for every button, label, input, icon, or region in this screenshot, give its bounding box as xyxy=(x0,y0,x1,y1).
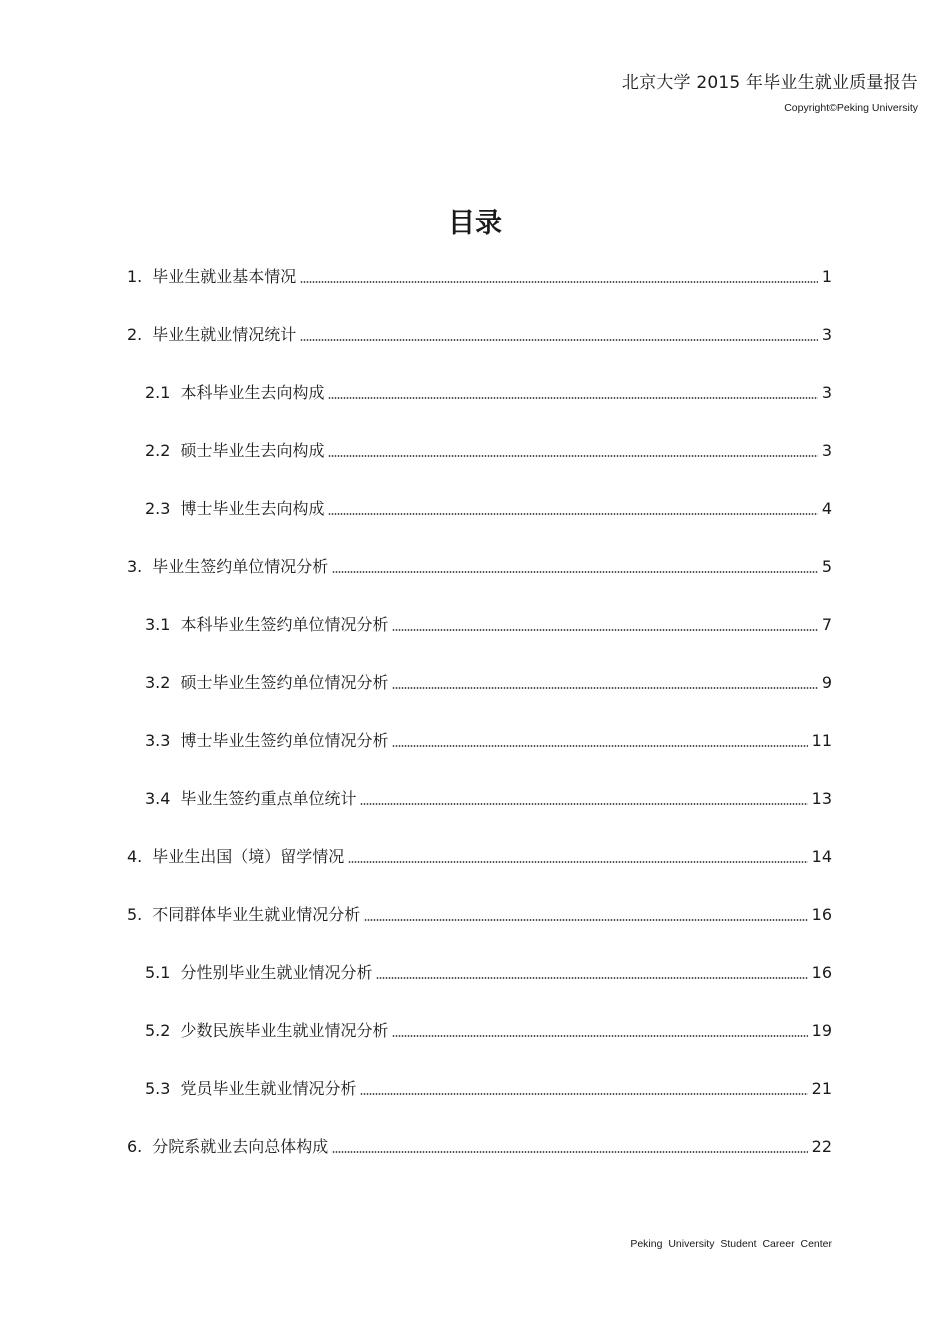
toc-entry-page: 3 xyxy=(821,325,832,344)
report-title: 北京大学 2015 年毕业生就业质量报告 xyxy=(621,73,918,93)
toc-entry-page: 16 xyxy=(811,905,832,924)
toc-entry-number: 2.1 xyxy=(145,383,171,402)
toc-entry-title: 分院系就业去向总体构成 xyxy=(152,1137,329,1156)
toc-entry-title: 毕业生就业情况统计 xyxy=(152,325,297,344)
toc-entry-title: 博士毕业生去向构成 xyxy=(180,499,325,518)
dot-leader xyxy=(328,513,817,515)
toc-entry[interactable] xyxy=(145,786,832,810)
toc-entry-page: 19 xyxy=(811,1021,832,1040)
dot-leader xyxy=(392,745,807,747)
toc-entry-page: 16 xyxy=(811,963,832,982)
toc-entry-number: 3.4 xyxy=(145,789,171,808)
toc-entry-page: 22 xyxy=(811,1137,832,1156)
toc-entry-number: 6. xyxy=(127,1137,143,1156)
toc-entry[interactable] xyxy=(127,1134,832,1158)
toc-entry-number: 2.2 xyxy=(145,441,171,460)
toc-entry-title: 毕业生签约重点单位统计 xyxy=(180,789,357,808)
dot-leader xyxy=(360,1093,807,1095)
toc-entry-title: 毕业生签约单位情况分析 xyxy=(152,557,329,576)
toc-entry-page: 14 xyxy=(811,847,832,866)
toc-entry[interactable] xyxy=(145,496,832,520)
toc-entry-page: 1 xyxy=(821,267,832,286)
toc-entry[interactable] xyxy=(127,554,832,578)
toc-entry[interactable] xyxy=(145,1076,832,1100)
toc-entry-number: 2. xyxy=(127,325,143,344)
toc-entry[interactable] xyxy=(127,322,832,346)
toc-entry-number: 3.1 xyxy=(145,615,171,634)
toc-entry-title: 少数民族毕业生就业情况分析 xyxy=(180,1021,389,1040)
dot-leader xyxy=(348,861,807,863)
dot-leader xyxy=(392,687,817,689)
toc-entry-title: 本科毕业生签约单位情况分析 xyxy=(180,615,389,634)
dot-leader xyxy=(376,977,807,979)
toc-entry-title: 分性别毕业生就业情况分析 xyxy=(180,963,373,982)
toc-entry-number: 3. xyxy=(127,557,143,576)
toc-entry-title: 毕业生就业基本情况 xyxy=(152,267,297,286)
toc-entry[interactable] xyxy=(145,438,832,462)
toc-entry-number: 5. xyxy=(127,905,143,924)
toc-entry-page: 21 xyxy=(811,1079,832,1098)
toc-heading: 目录 xyxy=(448,208,502,239)
toc-entry[interactable] xyxy=(127,844,832,868)
toc-entry-title: 本科毕业生去向构成 xyxy=(180,383,325,402)
toc-entry[interactable] xyxy=(145,728,832,752)
dot-leader xyxy=(392,1035,807,1037)
toc-entry-title: 不同群体毕业生就业情况分析 xyxy=(152,905,361,924)
toc-entry-page: 13 xyxy=(811,789,832,808)
toc-entry-page: 7 xyxy=(821,615,832,634)
toc-entry-title: 硕士毕业生去向构成 xyxy=(180,441,325,460)
dot-leader xyxy=(392,629,817,631)
toc-entry-number: 5.3 xyxy=(145,1079,171,1098)
dot-leader xyxy=(332,1151,807,1153)
toc-entry-page: 3 xyxy=(821,383,832,402)
copyright-notice: Copyright©Peking University xyxy=(784,102,918,114)
toc-entry-page: 9 xyxy=(821,673,832,692)
toc-entry-title: 党员毕业生就业情况分析 xyxy=(180,1079,357,1098)
toc-entry[interactable] xyxy=(145,612,832,636)
toc-entry-number: 5.2 xyxy=(145,1021,171,1040)
toc-entry-title: 硕士毕业生签约单位情况分析 xyxy=(180,673,389,692)
dot-leader xyxy=(300,281,818,283)
toc-entry-number: 3.3 xyxy=(145,731,171,750)
toc-entry[interactable] xyxy=(145,1018,832,1042)
toc-entry-number: 3.2 xyxy=(145,673,171,692)
dot-leader xyxy=(360,803,807,805)
toc-entry[interactable] xyxy=(127,264,832,288)
toc-entry-title: 毕业生出国（境）留学情况 xyxy=(152,847,345,866)
toc-entry-page: 3 xyxy=(821,441,832,460)
toc-entry-number: 4. xyxy=(127,847,143,866)
toc-entry-number: 5.1 xyxy=(145,963,171,982)
dot-leader xyxy=(328,455,817,457)
dot-leader xyxy=(364,919,807,921)
toc-entry[interactable] xyxy=(145,380,832,404)
footer-text: Peking University Student Career Center xyxy=(630,1238,832,1250)
toc-entry[interactable] xyxy=(127,902,832,926)
toc-entry-page: 5 xyxy=(821,557,832,576)
toc-entry-number: 1. xyxy=(127,267,143,286)
dot-leader xyxy=(332,571,818,573)
dot-leader xyxy=(300,339,818,341)
toc-entry[interactable] xyxy=(145,960,832,984)
toc-entry[interactable] xyxy=(145,670,832,694)
dot-leader xyxy=(328,397,817,399)
toc-entry-number: 2.3 xyxy=(145,499,171,518)
toc-entry-page: 11 xyxy=(811,731,832,750)
toc-entry-page: 4 xyxy=(821,499,832,518)
toc-entry-title: 博士毕业生签约单位情况分析 xyxy=(180,731,389,750)
